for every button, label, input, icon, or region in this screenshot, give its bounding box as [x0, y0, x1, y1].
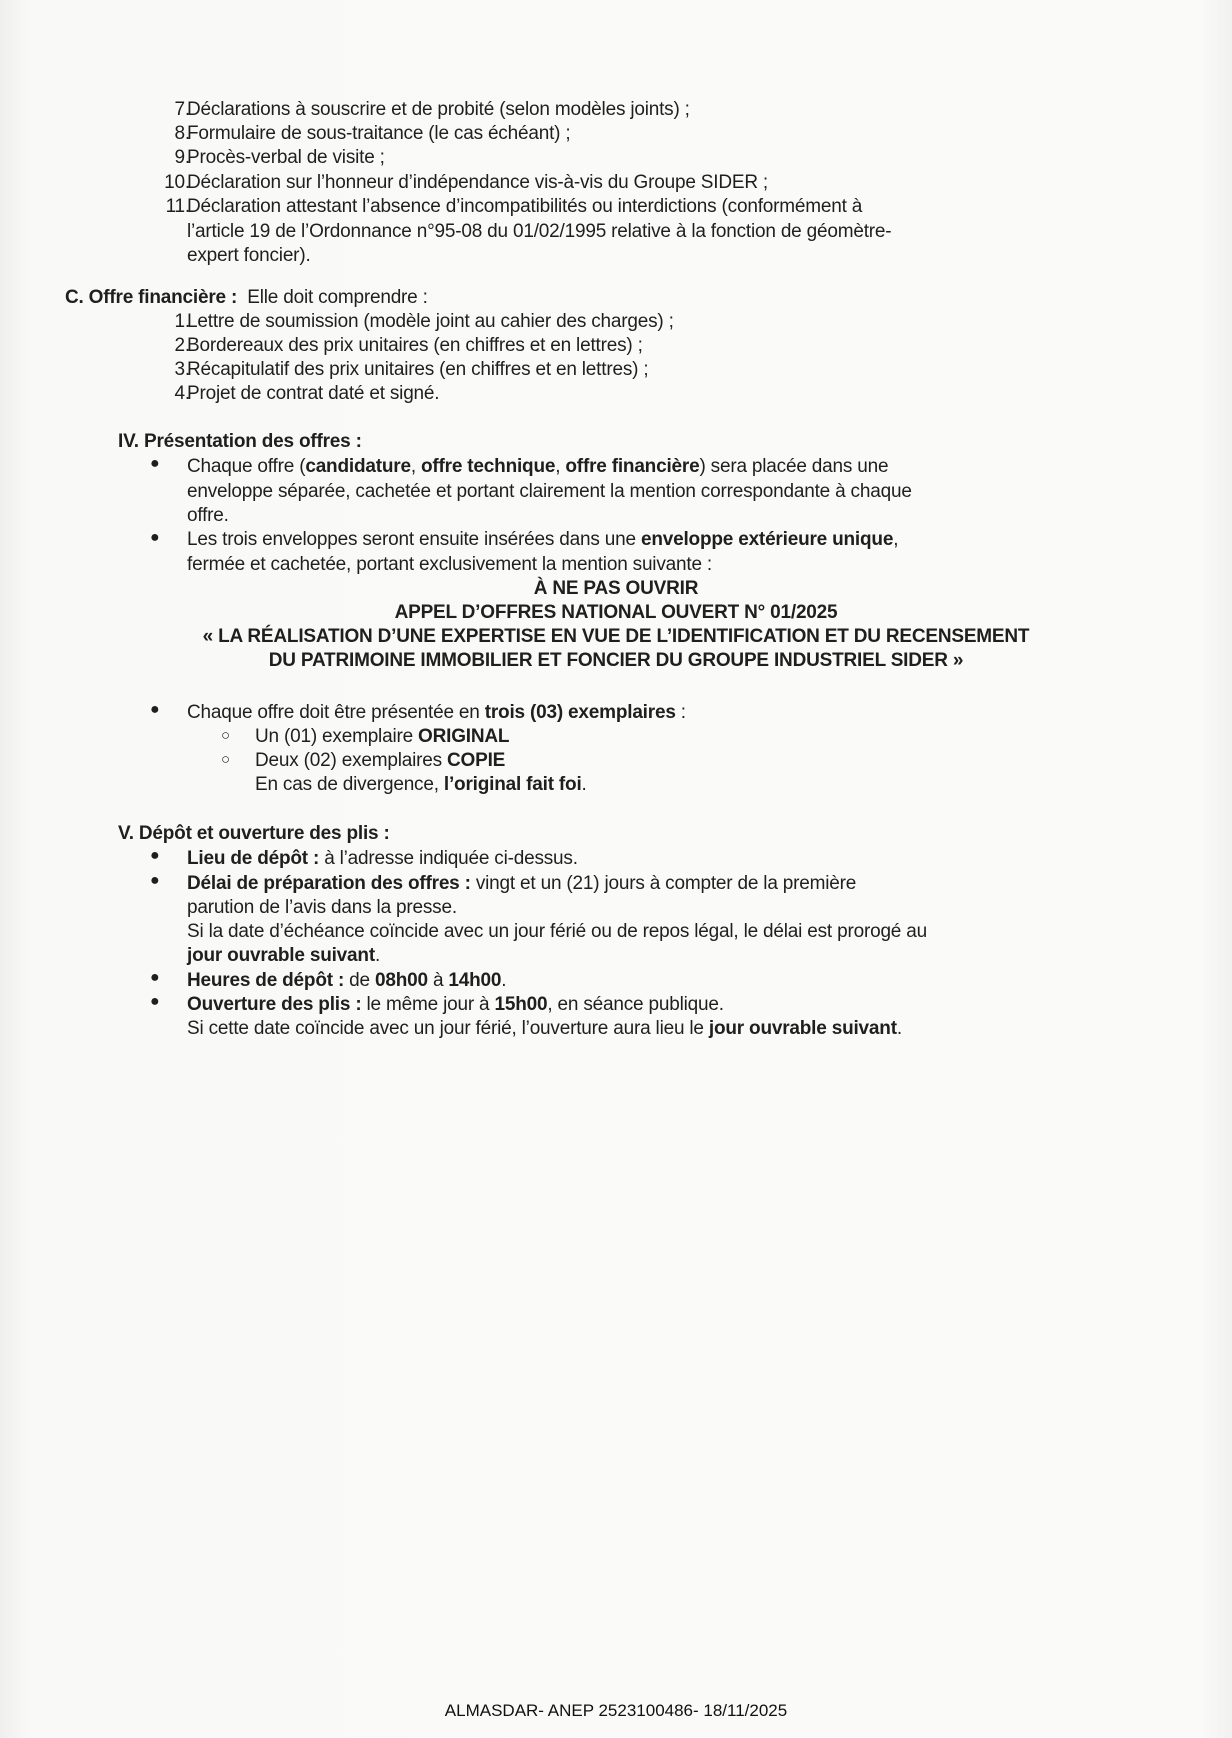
bullet-text-continuation: enveloppe séparée, cachetée et portant clairement la mention correspondante à chaque: [187, 481, 912, 502]
bullet-text: Heures de dépôt : de 08h00 à 14h00.: [187, 970, 507, 991]
bullet-text: Les trois enveloppes seront ensuite insérées dans une enveloppe extérieure unique,: [187, 529, 899, 550]
bullet-icon: ●: [150, 455, 160, 472]
publication-footer: ALMASDAR- ANEP 2523100486- 18/11/2025: [444, 1701, 788, 1720]
mention-title-line1: « LA RÉALISATION D’UNE EXPERTISE EN VUE DE L’IDENTIFICATION ET DU RECENSEMENT: [202, 626, 1030, 647]
circle-bullet-icon: ○: [221, 727, 230, 744]
bullet-text-continuation: Si la date d’échéance coïncide avec un jour férié ou de repos légal, le délai est prorogé au: [187, 921, 927, 942]
bullet-text: Ouverture des plis : le même jour à 15h00, en séance publique.: [187, 994, 724, 1015]
mention-title-line2: DU PATRIMOINE IMMOBILIER ET FONCIER DU GROUPE INDUSTRIEL SIDER »: [268, 650, 964, 671]
divergence-note: En cas de divergence, l’original fait foi.: [255, 774, 587, 795]
bullet-icon: ●: [150, 847, 160, 864]
bullet-text: Lieu de dépôt : à l’adresse indiquée ci-dessus.: [187, 848, 578, 869]
section-c-heading: C. Offre financière : Elle doit comprendre :: [65, 287, 428, 308]
bullet-text-continuation: offre.: [187, 505, 229, 526]
circle-bullet-icon: ○: [221, 751, 230, 768]
bullet-icon: ●: [150, 993, 160, 1010]
sub-item: Deux (02) exemplaires COPIE: [255, 750, 506, 771]
mention-do-not-open: À NE PAS OUVRIR: [533, 578, 699, 599]
section-iv-heading: IV. Présentation des offres :: [118, 431, 362, 452]
list-item-continuation: l’article 19 de l’Ordonnance n°95-08 du 01/02/1995 relative à la fonction de géomètre-: [187, 221, 892, 242]
bullet-icon: ●: [150, 969, 160, 986]
bullet-text-continuation: fermée et cachetée, portant exclusivement la mention suivante :: [187, 554, 712, 575]
mention-tender-number: APPEL D’OFFRES NATIONAL OUVERT N° 01/2025: [394, 602, 838, 623]
bullet-icon: ●: [150, 701, 160, 718]
bullet-icon: ●: [150, 872, 160, 889]
list-item-continuation: expert foncier).: [187, 245, 311, 266]
bullet-text-continuation: jour ouvrable suivant.: [187, 945, 381, 966]
document-page: 7. Déclarations à souscrire et de probité (selon modèles joints) ; 8. Formulaire de sous-traitance (le cas échéant) ; 9. Procès-verbal de visite ; 10. Déclaration sur l’honneur d’indépendance vis-à-vis du Groupe SIDER ; 11. Déclaration attestant l’absence d’incompatibilités ou interdictions (conformément à l’article 19 de l’Ordonnance n°95-08 du 01/02/1995 relative à la fonction de géomètre- expert foncier). C. Offre financière : Elle doit comprendre : 1. Lettre de soumission (modèle joint au cahier des charges) ; 2. Bordereaux des prix unitaires (en chiffres et en lettres) ; 3. Récapitulatif des prix unitaires (en chiffres et en lettres) ; 4. Projet de contrat daté et signé. IV. Présentation des offres : ● Chaque offre (candidature, offre technique, offre financière) sera placée dans une enveloppe séparée, cachetée et portant clairement la mention correspondante à chaque offre. ● Les trois enveloppes seront ensuite insérées dans une enveloppe extérieure unique, fermée et cachetée, portant exclusivement la mention suivante : À NE PAS OUVRIR APPEL D’OFFRES NATIONAL OUVERT N° 01/2025 « LA RÉALISATION D’UNE EXPERTISE EN VUE DE L’IDENTIFICATION ET DU RECENSEMENT DU PATRIMOINE IMMOBILIER ET FONCIER DU GROUPE INDUSTRIEL SIDER » ● Chaque offre doit être présentée en trois (03) exemplaires : ○ Un (01) exemplaire ORIGINAL ○ Deux (02) exemplaires COPIE En cas de divergence, l’original fait foi. V. Dépôt et ouverture des plis : ● Lieu de dépôt : à l’adresse indiquée ci-dessus. ● Délai de préparation des offres : vingt et un (21) jours à compter de la première parution de l’avis dans la presse. Si la date d’échéance coïncide avec un jour férié ou de repos légal, le délai est prorogé au jour ouvrable suivant. ● Heures de dépôt : de 08h00 à 14h00. ● Ouverture des plis : le même jour à 15h00, en séance publique. Si cette date coïncide avec un jour férié, l’ouverture aura lieu le jour ouvrable suivant. ALMASDAR- ANEP 2523100486- 18/11/2025: [0, 0, 1232, 1738]
bullet-text: Chaque offre doit être présentée en trois (03) exemplaires :: [187, 702, 686, 723]
sub-item: Un (01) exemplaire ORIGINAL: [255, 726, 510, 747]
bullet-text-continuation: parution de l’avis dans la presse.: [187, 897, 457, 918]
bullet-text-continuation: Si cette date coïncide avec un jour férié, l’ouverture aura lieu le jour ouvrable suivant.: [187, 1018, 902, 1039]
section-v-heading: V. Dépôt et ouverture des plis :: [118, 823, 390, 844]
bullet-text: Délai de préparation des offres : vingt et un (21) jours à compter de la première: [187, 873, 857, 894]
bullet-icon: ●: [150, 529, 160, 546]
bullet-text: Chaque offre (candidature, offre technique, offre financière) sera placée dans une: [187, 456, 889, 477]
